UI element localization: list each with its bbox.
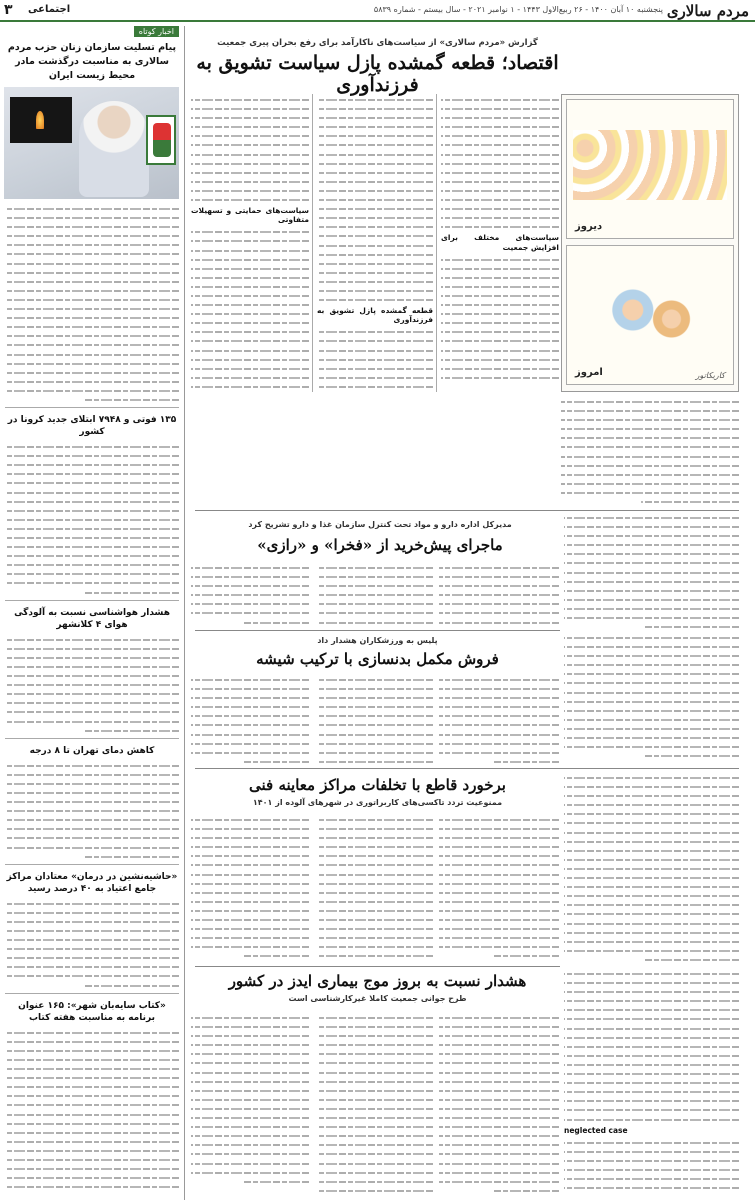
- article2-kicker: مدیرکل اداره دارو و مواد تحت کنترل سازمان غذا و دارو تشریح کرد: [248, 520, 512, 529]
- section-divider: [195, 630, 560, 631]
- cartoon-panel-today: [566, 245, 734, 385]
- article5-column-3: [317, 1012, 433, 1196]
- lead-column-2: [317, 94, 433, 392]
- section-divider: [195, 966, 560, 967]
- article2-column-1: [564, 512, 739, 630]
- article5-subheadline: طرح جوانی جمعیت کاملا غیرکارشناسی است: [288, 994, 467, 1003]
- news-headline-pollution: هشدار هواشناسی نسبت به آلودگی هوای ۴ کلانشهر: [14, 607, 170, 630]
- article4-column-1: [564, 772, 739, 964]
- couple-illustration: [607, 286, 693, 346]
- lead-headline: اقتصاد؛ قطعه گمشده پازل سیاست تشویق به فرزندآوری: [196, 52, 559, 96]
- article3-column-2: [439, 674, 559, 766]
- separator: [5, 600, 179, 601]
- article3-kicker: پلیس به ورزشکاران هشدار داد: [317, 636, 438, 645]
- column-divider: [312, 94, 313, 392]
- article5-column-4: [191, 1012, 309, 1196]
- article3-column-1: [564, 632, 739, 764]
- lead-subhead-1: سیاست‌های مختلف برای افزایش جمعیت: [441, 233, 559, 252]
- news-body-addiction: [5, 898, 179, 989]
- article4-headline: برخورد قاطع با تخلفات مراکز معاینه فنی: [249, 776, 506, 794]
- condolence-photo: [4, 87, 179, 199]
- lead-subhead-3: قطعه گمشده پازل تشویق به فرزندآوری: [317, 306, 433, 325]
- section-title: اجتماعی: [28, 4, 71, 15]
- issue-info: پنجشنبه ۱۰ آبان ۱۴۰۰ - ۲۶ ربیع‌الاول ۱۴۴۳ - ۱ نوامبر ۲۰۲۱ - سال بیستم - شماره ۵۸۳۹: [373, 5, 663, 14]
- article5-headline: هشدار نسبت به بروز موج بیماری ایدز در کشور: [228, 972, 527, 990]
- article3-column-4: [191, 674, 309, 766]
- lead-column-1: [441, 94, 559, 392]
- masthead: [0, 0, 755, 22]
- sidebar-tag: اخبار کوتاه: [134, 26, 179, 37]
- article2-column-4: [191, 562, 309, 630]
- page-number: ۳: [4, 2, 13, 18]
- english-term: neglected case: [564, 1125, 628, 1135]
- cartoon-caption-text: [561, 396, 739, 508]
- article4-column-3: [317, 814, 433, 964]
- portrait-image: [79, 101, 149, 197]
- article3-headline: فروش مکمل بدنسازی با ترکیب شیشه: [256, 650, 499, 668]
- article5-column-2: [439, 1012, 559, 1196]
- article4-column-4: [191, 814, 309, 964]
- news-body-books: [5, 1027, 179, 1191]
- lead-column-3: [191, 94, 309, 392]
- news-headline-addiction: «حاشیه‌نشین در درمان» معتادان مراکز جامع اعتیاد به ۴۰ درصد رسید: [6, 871, 178, 894]
- separator: [5, 864, 179, 865]
- section-divider: [195, 768, 739, 769]
- article4-column-2: [439, 814, 559, 964]
- condolence-body: [5, 203, 179, 403]
- cartoon-signature: کاریکاتور: [695, 371, 725, 380]
- cartoon-label-yesterday: دیروز: [575, 221, 603, 232]
- article3-column-3: [317, 674, 433, 766]
- crowd-illustration: [573, 130, 727, 200]
- cartoon-label-today: امروز: [575, 367, 603, 378]
- article2-headline: ماجرای پیش‌خرید از «فخرا» و «رازی»: [257, 536, 503, 554]
- newspaper-logo: مردم سالاری: [666, 2, 749, 20]
- separator: [5, 993, 179, 994]
- section-divider: [195, 510, 739, 511]
- article2-column-3: [317, 562, 433, 630]
- condolence-title: پیام تسلیت سازمان زنان حزب مردم سالاری به مناسبت درگذشت مادر محیط زیست ایران: [7, 42, 177, 81]
- candle-icon: [10, 97, 72, 143]
- news-headline-books: «کتاب سایه‌بان شهر»: ۱۶۵ عنوان برنامه به مناسبت هفته کتاب: [18, 1000, 166, 1023]
- article2-column-2: [439, 562, 559, 630]
- news-sidebar: [0, 26, 185, 1200]
- news-headline-covid: ۱۳۵ فوتی و ۷۹۴۸ ابتلای جدید کرونا در کشور: [7, 415, 177, 438]
- news-headline-temperature: کاهش دمای تهران تا ۸ درجه: [29, 745, 155, 756]
- separator: [5, 407, 179, 408]
- news-body-pollution: [5, 634, 179, 734]
- lead-subhead-2: سیاست‌های حمایتی و تسهیلات متفاوتی: [191, 206, 309, 225]
- cartoon-panel-yesterday: [566, 99, 734, 239]
- article5-column-1: [564, 968, 739, 1196]
- separator: [5, 738, 179, 739]
- party-logo-icon: [146, 115, 176, 165]
- article4-subheadline: ممنوعیت تردد تاکسی‌های کاربراتوری در شهرهای آلوده از ۱۴۰۱: [252, 798, 503, 807]
- news-body-temperature: [5, 760, 179, 860]
- lead-kicker: گزارش «مردم سالاری» از سیاست‌های ناکارآمد برای رفع بحران پیری جمعیت: [217, 38, 538, 48]
- cartoon-illustration: [561, 94, 739, 392]
- news-body-covid: [5, 441, 179, 596]
- column-divider: [436, 94, 437, 392]
